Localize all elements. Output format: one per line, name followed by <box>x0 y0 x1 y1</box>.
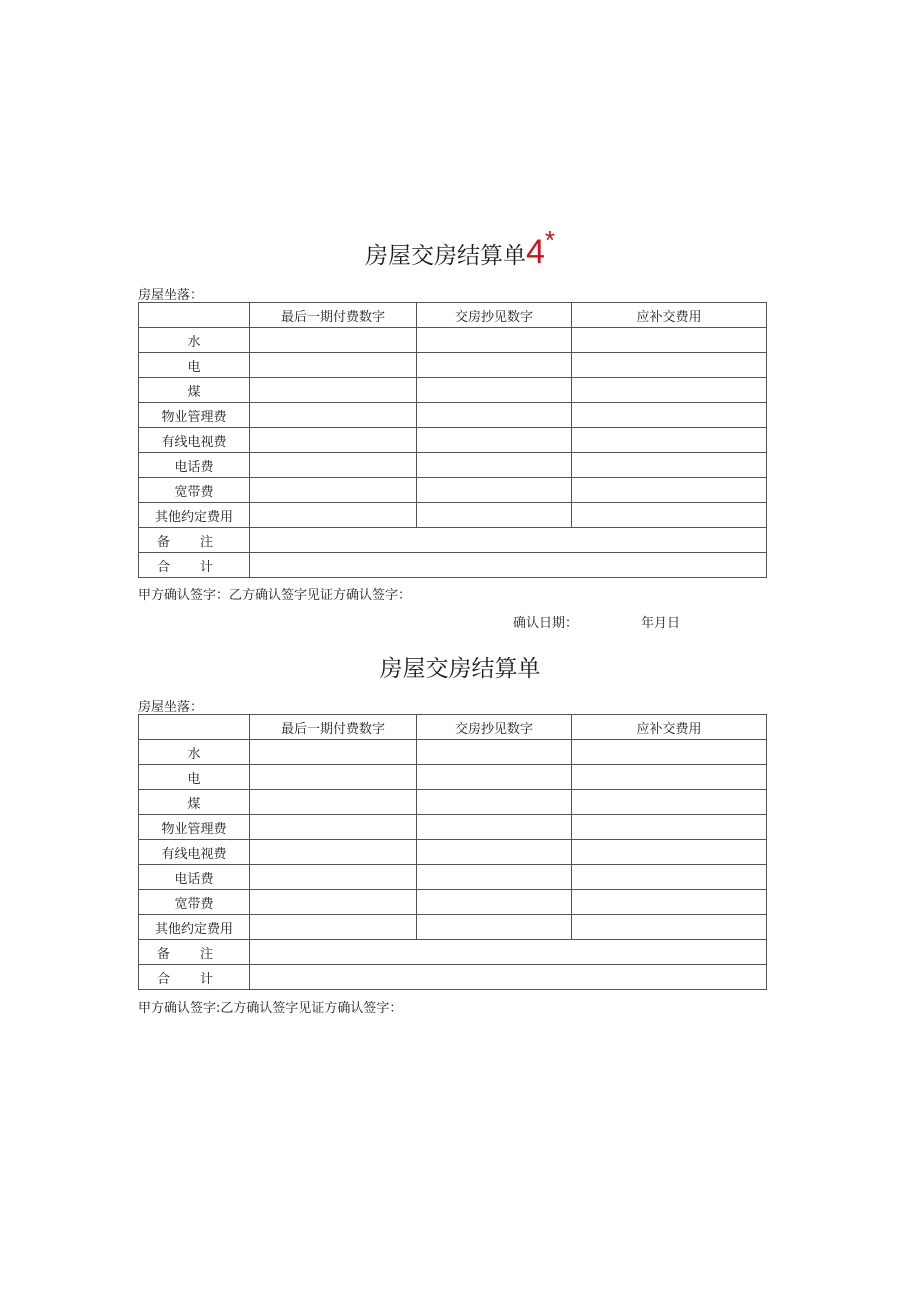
form-1-title <box>0 225 920 272</box>
form-2-address-label: 房屋坐落： <box>138 700 204 715</box>
remark-label-part: 备 <box>157 946 171 962</box>
item-label: 水 <box>139 328 250 353</box>
table-row <box>139 865 767 890</box>
remark-row <box>139 528 767 553</box>
table-row <box>139 403 767 428</box>
entry-cell[interactable] <box>250 378 417 403</box>
total-label <box>139 965 250 990</box>
total-row <box>139 553 767 578</box>
item-label: 电 <box>139 765 250 790</box>
entry-cell[interactable] <box>250 890 417 915</box>
entry-cell[interactable] <box>572 328 767 353</box>
table-row <box>139 890 767 915</box>
entry-cell[interactable] <box>417 815 572 840</box>
item-label: 电 <box>139 353 250 378</box>
form-1-signature-line: 甲方确认签字：乙方确认签字见证方确认签字： <box>138 588 412 603</box>
red-asterisk-mark: * <box>544 225 556 255</box>
entry-cell[interactable] <box>572 478 767 503</box>
item-label: 有线电视费 <box>139 840 250 865</box>
entry-cell[interactable] <box>250 790 417 815</box>
remark-label-part: 备 <box>157 534 171 550</box>
item-label: 煤 <box>139 790 250 815</box>
entry-cell[interactable] <box>572 378 767 403</box>
total-label-part: 计 <box>199 559 213 575</box>
entry-cell[interactable] <box>250 915 417 940</box>
entry-cell[interactable] <box>417 840 572 865</box>
entry-cell[interactable] <box>417 915 572 940</box>
entry-cell[interactable] <box>417 328 572 353</box>
remark-row <box>139 940 767 965</box>
total-label-part: 计 <box>199 971 213 987</box>
entry-cell[interactable] <box>572 740 767 765</box>
entry-cell[interactable] <box>572 765 767 790</box>
item-label: 煤 <box>139 378 250 403</box>
total-row <box>139 965 767 990</box>
header-cell <box>139 715 250 740</box>
entry-cell[interactable] <box>417 403 572 428</box>
form-2-table <box>138 714 767 990</box>
item-label: 电话费 <box>139 453 250 478</box>
table-row <box>139 790 767 815</box>
entry-cell[interactable] <box>250 478 417 503</box>
remark-entry[interactable] <box>250 940 767 965</box>
remark-label-part: 注 <box>199 534 213 550</box>
entry-cell[interactable] <box>572 865 767 890</box>
confirm-date-label: 确认日期： <box>513 616 579 631</box>
remark-label <box>139 528 250 553</box>
form-1-table <box>138 302 767 578</box>
item-label: 物业管理费 <box>139 403 250 428</box>
entry-cell[interactable] <box>250 765 417 790</box>
table-row <box>139 453 767 478</box>
form-2-signature-line: 甲方确认签字:乙方确认签字见证方确认签字： <box>138 1001 403 1016</box>
table-row <box>139 915 767 940</box>
table-row <box>139 378 767 403</box>
entry-cell[interactable] <box>250 865 417 890</box>
entry-cell[interactable] <box>572 840 767 865</box>
total-label-part: 合 <box>157 971 171 987</box>
item-label: 其他约定费用 <box>139 503 250 528</box>
header-cell: 最后一期付费数字 <box>250 715 417 740</box>
entry-cell[interactable] <box>572 815 767 840</box>
entry-cell[interactable] <box>417 453 572 478</box>
entry-cell[interactable] <box>417 353 572 378</box>
entry-cell[interactable] <box>417 765 572 790</box>
entry-cell[interactable] <box>250 740 417 765</box>
header-cell <box>139 303 250 328</box>
entry-cell[interactable] <box>250 815 417 840</box>
table-header-row <box>139 303 767 328</box>
form-1-address-label: 房屋坐落： <box>138 288 204 303</box>
header-cell: 交房抄见数字 <box>417 715 572 740</box>
entry-cell[interactable] <box>417 428 572 453</box>
total-label <box>139 553 250 578</box>
table-row <box>139 503 767 528</box>
entry-cell[interactable] <box>572 428 767 453</box>
table-row <box>139 765 767 790</box>
entry-cell[interactable] <box>417 378 572 403</box>
table-row <box>139 428 767 453</box>
header-cell: 交房抄见数字 <box>417 303 572 328</box>
form-2-title <box>0 650 920 683</box>
entry-cell[interactable] <box>250 328 417 353</box>
entry-cell[interactable] <box>572 890 767 915</box>
table-row <box>139 815 767 840</box>
entry-cell[interactable] <box>417 890 572 915</box>
item-label: 电话费 <box>139 865 250 890</box>
entry-cell[interactable] <box>572 915 767 940</box>
remark-entry[interactable] <box>250 528 767 553</box>
entry-cell[interactable] <box>250 840 417 865</box>
entry-cell[interactable] <box>250 428 417 453</box>
entry-cell[interactable] <box>250 353 417 378</box>
header-cell: 最后一期付费数字 <box>250 303 417 328</box>
form-2-title-text: 房屋交房结算单 <box>379 656 541 682</box>
item-label: 有线电视费 <box>139 428 250 453</box>
entry-cell[interactable] <box>572 503 767 528</box>
remark-label-part: 注 <box>199 946 213 962</box>
entry-cell[interactable] <box>572 403 767 428</box>
entry-cell[interactable] <box>417 740 572 765</box>
header-cell: 应补交费用 <box>572 303 767 328</box>
item-label: 其他约定费用 <box>139 915 250 940</box>
red-number-mark: 4 <box>525 233 545 271</box>
entry-cell[interactable] <box>572 790 767 815</box>
total-entry[interactable] <box>250 965 767 990</box>
item-label: 水 <box>139 740 250 765</box>
entry-cell[interactable] <box>250 503 417 528</box>
table-row <box>139 478 767 503</box>
entry-cell[interactable] <box>250 453 417 478</box>
remark-label <box>139 940 250 965</box>
entry-cell[interactable] <box>417 503 572 528</box>
table-row <box>139 328 767 353</box>
form-1-title-text: 房屋交房结算单 <box>364 243 526 269</box>
table-row <box>139 840 767 865</box>
entry-cell[interactable] <box>572 453 767 478</box>
table-row <box>139 740 767 765</box>
item-label: 宽带费 <box>139 478 250 503</box>
item-label: 宽带费 <box>139 890 250 915</box>
header-cell: 应补交费用 <box>572 715 767 740</box>
table-header-row <box>139 715 767 740</box>
entry-cell[interactable] <box>250 403 417 428</box>
total-label-part: 合 <box>157 559 171 575</box>
entry-cell[interactable] <box>417 865 572 890</box>
entry-cell[interactable] <box>417 790 572 815</box>
date-units: 年月日 <box>641 616 681 631</box>
item-label: 物业管理费 <box>139 815 250 840</box>
total-entry[interactable] <box>250 553 767 578</box>
entry-cell[interactable] <box>417 478 572 503</box>
entry-cell[interactable] <box>572 353 767 378</box>
table-row <box>139 353 767 378</box>
